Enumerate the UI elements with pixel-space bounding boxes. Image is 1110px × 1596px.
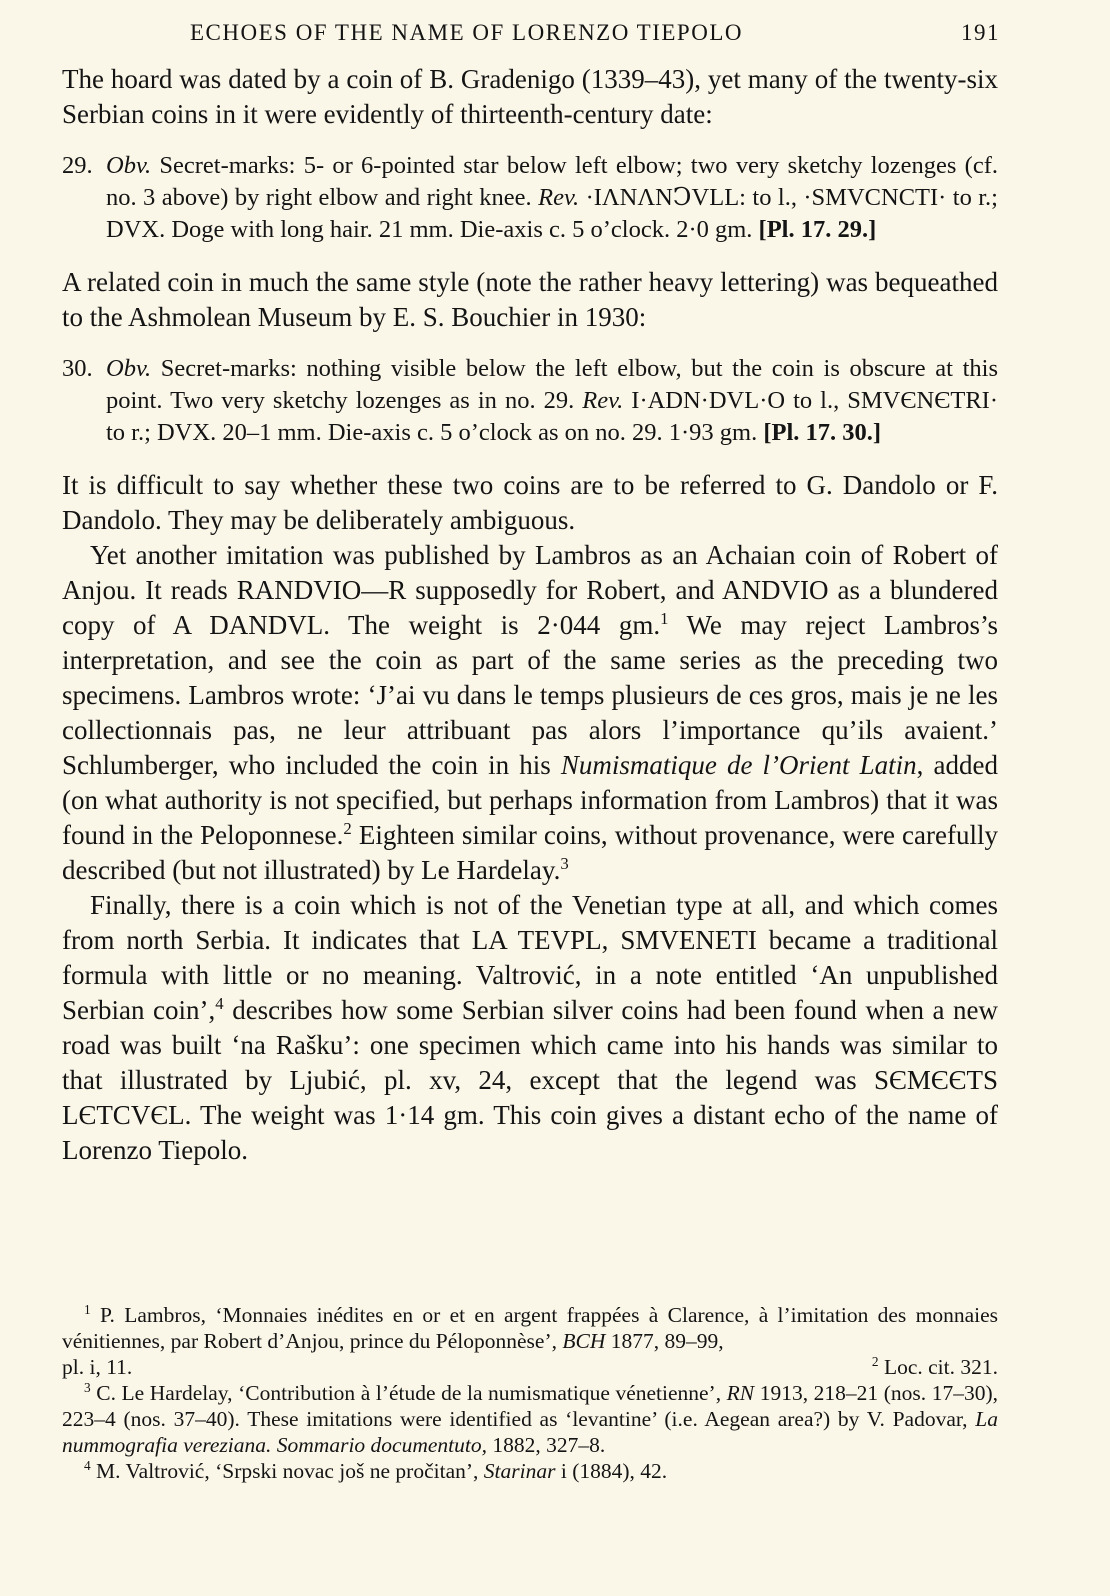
footnote-2 (872, 1354, 998, 1380)
paragraph-valtrovic (62, 888, 998, 1168)
footnote-text: C. Le Hardelay, ‘Contribution à l’étude de la numismatique vénetienne’, (90, 1381, 727, 1405)
footnote-text: 1882, 327–8. (486, 1433, 606, 1457)
paragraph-text: We may reject Lambros’s interpretation, and see the coin as part of the same series as the preceding two specimens. Lambros wrote: ‘J’ai vu dans le temps plusieurs de ces gros, mais je ne les collectionnais pas, ne leur attribuant pas alors l’importance qu’ils avaient.’ Schlumberger, who included the coin in his (62, 610, 998, 780)
journal-title: Starinar (483, 1459, 556, 1483)
footnote-ref-3[interactable]: 3 (560, 854, 569, 873)
journal-title: BCH (562, 1329, 606, 1353)
footnote-ref-1[interactable]: 1 (660, 609, 669, 628)
footnote-4 (62, 1458, 998, 1484)
footnote-marker: 3 (84, 1379, 91, 1395)
footnote-text: 1877, 89–99, (605, 1329, 724, 1353)
obverse-label: Obv. (106, 355, 152, 382)
paragraph-dandolo: It is difficult to say whether these two coins are to be referred to G. Dandolo or F. Dandolo. They may be deliberately ambiguous. (62, 470, 998, 535)
page-number: 191 (961, 20, 1000, 45)
footnote-3 (62, 1380, 998, 1458)
paragraph-text: Eighteen similar coins, without provenance, were carefully described (but not illustrated) by Le Hardelay. (62, 820, 998, 885)
footnote-line (62, 1354, 998, 1380)
reverse-label: Rev. (582, 387, 624, 414)
footnote-text: 1913, 218–21 (nos. 17–30), 223–4 (nos. 37–40). These imitations were identified as ‘levantine’ (i.e. Aegean area?) by V. Padovar, (62, 1381, 998, 1431)
paragraph-text: Finally, there is a coin which is not of the Venetian type at all, and which comes from north Serbia. It indicates that LA TEVPL, SMVENETI became a traditional formula with little or no meaning. Valtrović, in a note entitled ‘An unpublished Serbian coin’, (62, 890, 998, 1025)
paragraph-lambros (62, 538, 998, 888)
reverse-label: Rev. (538, 184, 580, 211)
footnote-1 (62, 1302, 998, 1380)
obverse-label: Obv. (106, 152, 152, 179)
plate-reference: [Pl. 17. 29.] (758, 216, 877, 243)
book-title: Numismatique de l’Orient Latin (560, 750, 917, 780)
obverse-description: Secret-marks: 5- or 6-pointed star below left elbow; two very sketchy lozenges (cf. no. 3 above) by right elbow and right knee. (106, 152, 998, 211)
obverse-description: Secret-marks: nothing visible below the left elbow, but the coin is obscure at this point. Two very sketchy lozenges as in no. 29. (106, 355, 998, 414)
footnote-marker: 1 (84, 1301, 91, 1317)
footnote-ref-4[interactable]: 4 (215, 994, 224, 1013)
running-title: ECHOES OF THE NAME OF LORENZO TIEPOLO (190, 20, 743, 45)
paragraph-text: , added (on what authority is not specified, but perhaps information from Lambros) that it was found in the Peloponnese. (62, 750, 998, 850)
reverse-description: ·IΛNΛNↃVLL: to l., ·SMVCNCTI· to r.; DVX. Doge with long hair. 21 mm. Die-axis c. 5 o’clock. 2·0 gm. (106, 184, 998, 243)
footnote-ref-2[interactable]: 2 (343, 819, 352, 838)
footnote-text: Loc. cit. 321. (878, 1355, 998, 1379)
entry-number: 30. (62, 355, 93, 382)
paragraph-ashmolean: A related coin in much the same style (note the rather heavy lettering) was bequeathed to the Ashmolean Museum by E. S. Bouchier in 1930: (62, 267, 998, 332)
footnote-text: i (1884), 42. (555, 1459, 668, 1483)
catalogue-entry-29 (62, 150, 998, 246)
journal-title: RN (726, 1381, 755, 1405)
footnote-text: P. Lambros, ‘Monnaies inédites en or et en argent frappées à Clarence, à l’imitation des monnaies vénitiennes, par Robert d’Anjou, prince du Péloponnèse’, (62, 1303, 998, 1353)
footnotes (62, 1302, 998, 1484)
book-title: La nummografia vereziana. Sommario documentuto, (62, 1407, 998, 1457)
paragraph-hoard: The hoard was dated by a coin of B. Gradenigo (1339–43), yet many of the twenty-six Serbian coins in it were evidently of thirteenth-century date: (62, 64, 998, 129)
footnote-marker: 2 (871, 1353, 879, 1369)
paragraph-text: Yet another imitation was published by Lambros as an Achaian coin of Robert of Anjou. It reads RANDVIO—R supposedly for Robert, and ANDVIO as a blundered copy of A DANDVL. The weight is 2·044 gm. (62, 540, 998, 640)
plate-reference: [Pl. 17. 30.] (763, 419, 882, 446)
catalogue-entry-30 (62, 353, 998, 449)
main-text (62, 62, 998, 1168)
reverse-description: I·ADN·DVL·O to l., SMVЄNЄTRI· to r.; DVX. 20–1 mm. Die-axis c. 5 o’clock as on no. 29. 1·93 gm. (106, 387, 998, 446)
running-header (62, 20, 1000, 46)
paragraph-text: describes how some Serbian silver coins had been found when a new road was built ‘na Rašku’: one specimen which came into his hands was similar to that illustrated by Ljubić, pl. xv, 24, except that the legend was SЄMЄЄTS LЄTCVЄL. The weight was 1·14 gm. This coin gives a distant echo of the name of Lorenzo Tiepolo. (62, 995, 999, 1165)
entry-number: 29. (62, 152, 93, 179)
footnote-text: M. Valtrović, ‘Srpski novac još ne pročitan’, (90, 1459, 484, 1483)
footnote-marker: 4 (84, 1457, 91, 1473)
footnote-text: pl. i, 11. (62, 1355, 133, 1379)
